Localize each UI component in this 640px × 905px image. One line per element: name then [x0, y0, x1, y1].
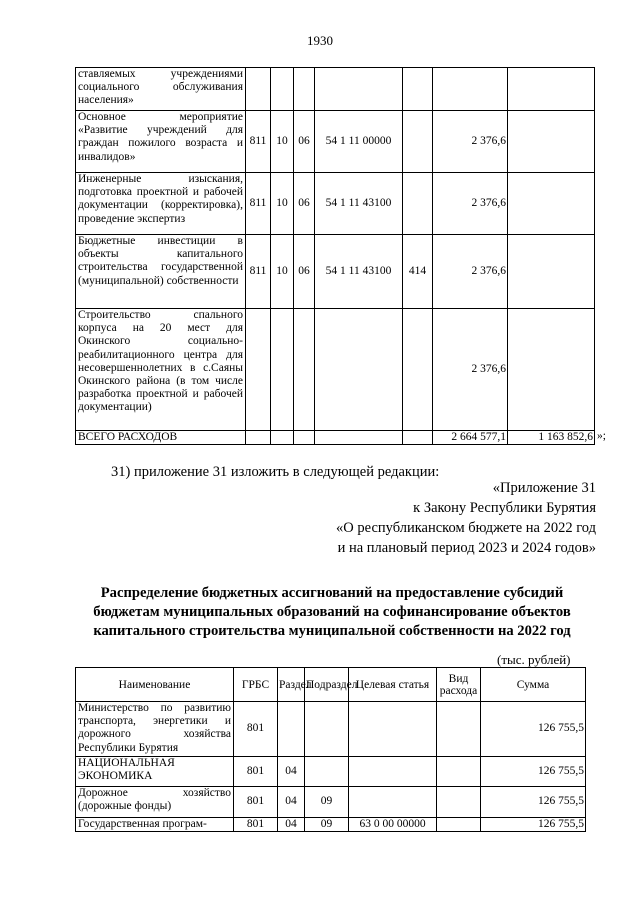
- table-header: [76, 668, 586, 702]
- row-name: Основное мероприятие «Развитие учреждений для граждан пожилого возраста и инвалидов»: [76, 111, 246, 173]
- budget-table-continued: [75, 67, 595, 445]
- total-sum-2: 1 163 852,6: [508, 431, 595, 445]
- row-name: ставляемых учреждениями социального обслуживания населения»: [76, 68, 246, 111]
- header-grbs: ГРБС: [234, 668, 278, 702]
- table-row: Строительство спального корпуса на 20 мест для Окинского социально-реабилитационного центра для несовершеннолетних в с.Саяны Окинского района (в том числе разработка проектной и рабочей документации) 2 376,6: [76, 309, 595, 431]
- row-name: Инженерные изыскания, подготовка проектной и рабочей документации (корректировка), проведение экспертиз: [76, 173, 246, 235]
- row-name: ВСЕГО РАСХОДОВ: [76, 431, 246, 445]
- table-row: Инженерные изыскания, подготовка проектной и рабочей документации (корректировка), проведение экспертиз 811 10 06 54 1 11 43100 2 376,6: [76, 173, 595, 235]
- section-title: Распределение бюджетных ассигнований на предоставление субсидий бюджетам муниципальных образований на софинансирование объектов капитального строительства муниципальной собственности на 2022 год: [93, 585, 571, 639]
- row-name: Бюджетные инвестиции в объекты капитального строительства государственной (муниципальной) собственности: [76, 235, 246, 309]
- page-number: 1930: [307, 33, 333, 48]
- header-podrazdel: Подраздел: [305, 668, 349, 702]
- appendix-line-2: к Закону Республики Бурятия: [413, 500, 596, 516]
- closing-quote: »;: [597, 430, 606, 442]
- header-csr: Целевая статья: [349, 668, 437, 702]
- units-label: (тыс. рублей): [497, 652, 571, 667]
- table-row: [76, 68, 595, 111]
- appendix-line-4: и на плановый период 2023 и 2024 годов»: [337, 540, 596, 556]
- total-sum-1: 2 664 577,1: [433, 431, 508, 445]
- table-row: Бюджетные инвестиции в объекты капитального строительства государственной (муниципальной) собственности 811 10 06 54 1 11 43100 414 2 376,6: [76, 235, 595, 309]
- table-row: Министерство по развитию транспорта, энергетики и дорожного хозяйства Республики Бурятия 801 126 755,5: [76, 702, 586, 757]
- row-name: Министерство по развитию транспорта, энергетики и дорожного хозяйства Республики Бурятия: [76, 702, 234, 757]
- row-name: НАЦИОНАЛЬНАЯ ЭКОНОМИКА: [76, 757, 234, 787]
- total-row: [76, 431, 595, 445]
- header-sum: Сумма: [481, 668, 586, 702]
- amendment-paragraph: 31) приложение 31 изложить в следующей редакции:: [111, 464, 440, 480]
- appendix-line-1: «Приложение 31: [492, 480, 596, 496]
- table-row: Государственная програм- 801 04 09 63 0 00 00000 126 755,5: [76, 818, 586, 832]
- row-name: Дорожное хозяйство (дорожные фонды): [76, 787, 234, 818]
- header-name: Наименование: [76, 668, 234, 702]
- table-row: Дорожное хозяйство (дорожные фонды) 801 04 09 126 755,5: [76, 787, 586, 818]
- subsidies-table: [75, 667, 586, 832]
- header-vr: Вид расхода: [437, 668, 481, 702]
- header-razdel: Раздел: [278, 668, 305, 702]
- table-row: НАЦИОНАЛЬНАЯ ЭКОНОМИКА 801 04 126 755,5: [76, 757, 586, 787]
- row-name: Государственная програм-: [76, 818, 234, 832]
- table-row: Основное мероприятие «Развитие учреждений для граждан пожилого возраста и инвалидов» 811 10 06 54 1 11 00000 2 376,6: [76, 111, 595, 173]
- row-name: Строительство спального корпуса на 20 мест для Окинского социально-реабилитационного центра для несовершеннолетних в с.Саяны Окинского района (в том числе разработка проектной и рабочей документации): [76, 309, 246, 431]
- appendix-line-3: «О республиканском бюджете на 2022 год: [336, 520, 596, 536]
